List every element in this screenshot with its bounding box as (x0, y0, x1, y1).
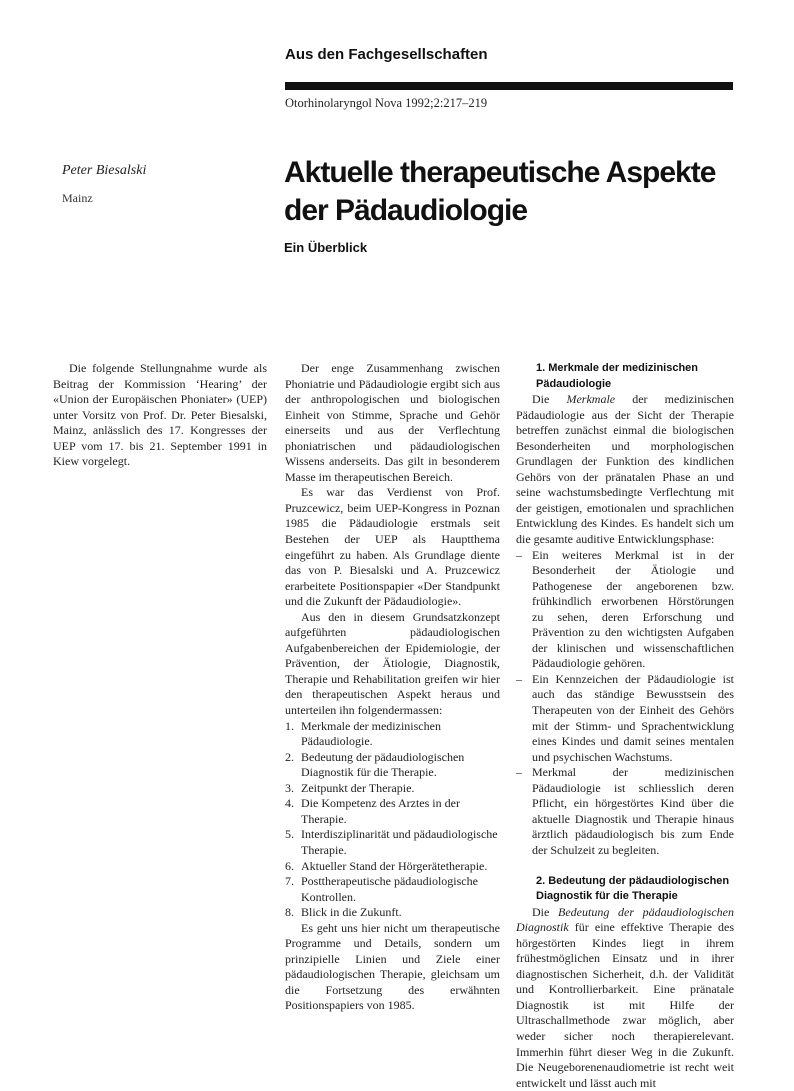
dash-symbol: – (516, 547, 522, 562)
list-number: 3. (285, 780, 294, 795)
section-heading-1: 1. Merkmale der medizinischen Pädaudiologie (536, 362, 699, 390)
list-text: Blick in die Zukunft. (301, 905, 402, 920)
list-item (285, 859, 500, 875)
dash-symbol: – (516, 671, 522, 686)
list-number: 6. (285, 858, 294, 873)
list-text: Bedeutung der pädaudiologischen Diagnostik für die Therapie. (301, 749, 465, 780)
list-text: Interdisziplinarität und pädaudiologische Therapie. (301, 827, 498, 857)
list-number: 1. (285, 718, 294, 733)
list-item (285, 796, 500, 827)
paragraph: Die Merkmale der medizinischen Pädaudiologie aus der Sicht der Therapie betreffen zunächst einmal die biologischen Besonderheiten und morphologischen Grundlagen der Funktion des kindlichen Gehörs von der pränatalen Phase an und seine wachstumsbedingte Verflechtung mit der geistigen, emotionalen und sprachlichen Entwicklung des Kindes. Es handelt sich um die gesamte auditive Entwicklungsphase: (516, 392, 734, 547)
dash-item (516, 548, 734, 672)
dash-text: Ein Kennzeichen der Pädaudiologie ist auch das ständige Bewusstsein des Therapeuten von der Einheit des Gehörs mit der Stimm- und Sprachentwicklung eines Kindes und damit seines mentalen und psychischen Wachstums. (532, 671, 734, 764)
list-number: 7. (285, 874, 294, 889)
dash-item (516, 765, 734, 858)
intro-paragraph: Die folgende Stellungnahme wurde als Beitrag der Kommission ‘Hearing’ der «Union der Europäischen Phoniater» (UEP) unter Vorsitz von Prof. Dr. Peter Biesalski, Mainz, anlässlich des 17. Kongresses der UEP vom 17. bis 21. September 1991 in Kiew vorgelegt. (53, 361, 267, 469)
dash-text: Ein weiteres Merkmal ist in der Besonderheit der Ätiologie und Pathogenese der angeborenen bzw. frühkindlich erworbenen Hörstörungen zu sehen, deren Erforschung und Prävention zu den wichtigsten Aufgaben der klinischen und wissenschaftlichen Pädaudiologie gehören. (532, 547, 734, 671)
journal-citation: Otorhinolaryngol Nova 1992;2:217–219 (285, 96, 488, 110)
list-item (285, 750, 500, 781)
column-1 (53, 361, 267, 470)
list-number: 2. (285, 749, 294, 764)
emphasis: Bedeutung der pädaudiologischen Diagnostik (516, 904, 735, 935)
paragraph: Aus den in diesem Grundsatzkonzept aufgeführten pädaudiologischen Aufgabenbereichen der Epidemiologie, der Prävention, der Ätiologie, Diagnostik, Therapie und Rehabilitation greifen wir hier den therapeutischen Aspekt heraus und unterteilen ihn folgendermassen: (285, 609, 500, 718)
list-text: Die Kompetenz des Arztes in der Therapie. (301, 796, 460, 826)
article-title: Aktuelle therapeutische Aspekte der Pädaudiologie (284, 156, 716, 227)
paragraph: Es geht uns hier nicht um therapeutische Programme und Details, sondern um prinzipielle Linien und Ziele einer pädaudiologischen Therapie, gleichsam um die Fortsetzung des erwähnten Positionspapiers von 1985. (285, 920, 500, 1013)
list-item (285, 827, 500, 858)
list-text: Posttherapeutische pädaudiologische Kontrollen. (301, 874, 478, 904)
emphasis: Merkmale (566, 392, 616, 407)
list-item (285, 719, 500, 750)
header-rule (285, 82, 733, 90)
list-item (285, 781, 500, 797)
list-text: Merkmale der medizinischen Pädaudiologie. (301, 718, 441, 749)
article-subtitle: Ein Überblick (284, 240, 368, 255)
dash-item (516, 672, 734, 765)
list-number: 8. (285, 905, 294, 920)
list-number: 5. (285, 827, 294, 842)
aspect-list (285, 719, 500, 921)
list-item (285, 905, 500, 921)
list-text: Aktueller Stand der Hörgerätetherapie. (301, 858, 488, 873)
section-heading-2: 2. Bedeutung der pädaudiologischen Diagnostik für die Therapie (536, 874, 730, 903)
section-header: Aus den Fachgesellschaften (285, 46, 488, 63)
list-number: 4. (285, 796, 294, 811)
author-place: Mainz (62, 191, 93, 205)
paragraph: Es war das Verdienst von Prof. Pruzcewicz, beim UEP-Kongress in Poznan 1985 die Pädaudiologie erstmals seit Bestehen der UEP als Hauptthema eingeführt zu haben. Als Grundlage diente das von P. Biesalski und A. Pruzcewicz erarbeitete Positionspapier «Der Standpunkt und die Zukunft der Pädaudiologie». (285, 485, 500, 609)
dash-text: Merkmal der medizinischen Pädaudiologie ist schliesslich deren Pflicht, ein hörgestörtes Kind über die aktuelle Diagnostik und Therapie hinaus ärztlich pädaudiologisch bis zum Ende der Schulzeit zu begleiten. (532, 765, 734, 857)
paragraph: Die Bedeutung der pädaudiologischen Diagnostik für eine effektive Therapie des hörgestörten Kindes liegt in ihrem frühestmöglichen Einsatz und in ihrer diagnostischen Sicherheit, d.h. der Validität und Kontrollierbarkeit. Eine pränatale Diagnostik ist mit Hilfe der Ultraschallmethode zwar möglich, aber weder sicher noch therapierelevant. Immerhin führt dieser Weg in die Zukunft. Die Neugeborenenaudiometrie ist recht weit entwickelt und lässt auch mit (516, 904, 735, 1090)
list-item (285, 874, 500, 905)
column-2 (285, 361, 500, 1014)
author-name: Peter Biesalski (62, 163, 147, 178)
column-3 (516, 361, 734, 1091)
paragraph: Der enge Zusammenhang zwischen Phoniatrie und Pädaudiologie ergibt sich aus der anthropologischen und biologischen Einheit von Stimme, Sprache und Gehör einerseits und aus der Verflechtung phoniatrischen und pädaudiologischen Wissens anderseits. Das gilt in besonderem Masse im therapeutischen Bereich. (285, 361, 500, 484)
dash-symbol: – (516, 765, 522, 780)
list-text: Zeitpunkt der Therapie. (301, 780, 415, 795)
